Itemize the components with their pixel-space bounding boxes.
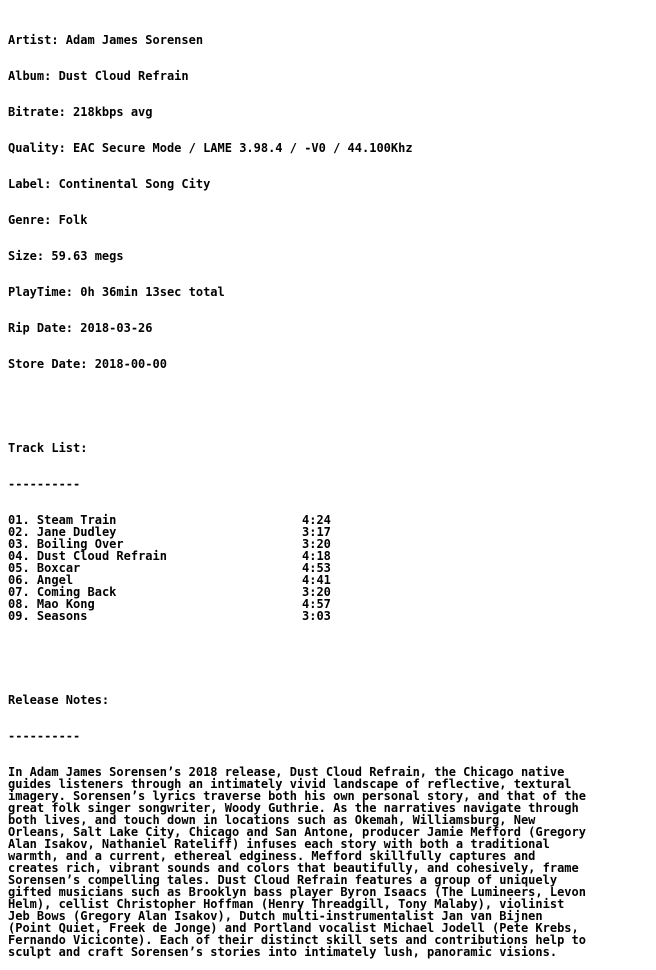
track-title: Seasons — [36, 609, 88, 623]
track-number: 07. — [8, 585, 30, 599]
track-number: 06. — [8, 573, 30, 587]
track-title: Angel — [36, 573, 74, 587]
spacer — [8, 646, 653, 658]
store-date-line: Store Date: 2018-00-00 — [8, 357, 167, 371]
track-duration: 3:20 — [302, 585, 331, 599]
track-number: 03. — [8, 537, 30, 551]
tracklist-rule: ---------- — [8, 477, 81, 491]
rip-date-line: Rip Date: 2018-03-26 — [8, 321, 153, 335]
track-list — [8, 514, 653, 622]
release-notes-line: Helm), cellist Christopher Hoffman (Henry Threadgill, Tony Malaby), violinist — [8, 897, 565, 911]
label-line: Label: Continental Song City — [8, 177, 211, 191]
track-number: 08. — [8, 597, 30, 611]
track-number: 09. — [8, 609, 30, 623]
track-title: Dust Cloud Refrain — [36, 549, 167, 563]
genre-line: Genre: Folk — [8, 213, 88, 227]
track-duration: 4:41 — [302, 573, 331, 587]
release-notes-line: Jeb Bows (Gregory Alan Isakov), Dutch multi-instrumentalist Jan van Bijnen — [8, 909, 543, 923]
release-notes-line: both lives, and touch down in locations such as Okemah, Williamsburg, New — [8, 813, 536, 827]
release-notes-line: sculpt and craft Sorensen’s stories into intimately lush, panoramic visions. — [8, 945, 558, 959]
release-notes-body — [8, 766, 653, 958]
track-number: 04. — [8, 549, 30, 563]
tracklist-heading: Track List: — [8, 441, 88, 455]
track-duration: 3:03 — [302, 609, 331, 623]
size-line: Size: 59.63 megs — [8, 249, 124, 263]
track-duration: 3:20 — [302, 537, 331, 551]
nfo-document — [8, 10, 653, 970]
track-title: Mao Kong — [36, 597, 95, 611]
release-notes-rule: ---------- — [8, 729, 81, 743]
track-number: 02. — [8, 525, 30, 539]
release-notes-heading: Release Notes: — [8, 693, 110, 707]
release-notes-line: Sorensen’s compelling tales. Dust Cloud Refrain features a group of uniquely — [8, 873, 558, 887]
release-notes-line: gifted musicians such as Brooklyn bass player Byron Isaacs (The Lumineers, Levon — [8, 885, 586, 899]
release-notes-line: Orleans, Salt Lake City, Chicago and San Antone, producer Jamie Mefford (Gregory — [8, 825, 586, 839]
track-title-cell — [8, 610, 302, 622]
track-duration: 4:18 — [302, 549, 331, 563]
release-notes-line: (Point Quiet, Freek de Jonge) and Portland vocalist Michael Jodell (Pete Krebs, — [8, 921, 579, 935]
release-notes-line: Fernando Viciconte). Each of their distinct skill sets and contributions help to — [8, 933, 586, 947]
release-notes-line: creates rich, vibrant sounds and colors that beautifully, and cohesively, frame — [8, 861, 579, 875]
track-title: Coming Back — [36, 585, 117, 599]
track-duration: 3:17 — [302, 525, 331, 539]
track-row — [8, 610, 653, 622]
track-duration: 4:57 — [302, 597, 331, 611]
artist-line: Artist: Adam James Sorensen — [8, 33, 204, 47]
playtime-line: PlayTime: 0h 36min 13sec total — [8, 285, 225, 299]
track-duration: 4:53 — [302, 561, 331, 575]
track-title: Boxcar — [36, 561, 81, 575]
release-notes-line: great folk singer songwriter, Woody Guthrie. As the narratives navigate through — [8, 801, 579, 815]
spacer — [8, 394, 653, 406]
track-number: 01. — [8, 513, 30, 527]
bitrate-line: Bitrate: 218kbps avg — [8, 105, 153, 119]
release-notes-line: In Adam James Sorensen’s 2018 release, Dust Cloud Refrain, the Chicago native — [8, 765, 565, 779]
release-notes-line: warmth, and a current, ethereal edginess. Mefford skillfully captures and — [8, 849, 536, 863]
track-number: 05. — [8, 561, 30, 575]
release-notes-line: Alan Isakov, Nathaniel Rateliff) infuses each story with both a traditional — [8, 837, 550, 851]
track-title: Steam Train — [36, 513, 117, 527]
track-duration: 4:24 — [302, 513, 331, 527]
quality-line: Quality: EAC Secure Mode / LAME 3.98.4 / -V0 / 44.100Khz — [8, 141, 413, 155]
release-notes-line: guides listeners through an intimately vivid landscape of reflective, textural — [8, 777, 572, 791]
album-line: Album: Dust Cloud Refrain — [8, 69, 189, 83]
release-notes-line: imagery. Sorensen’s lyrics traverse both his own personal story, and that of the — [8, 789, 586, 803]
track-title: Boiling Over — [36, 537, 124, 551]
track-title: Jane Dudley — [36, 525, 117, 539]
